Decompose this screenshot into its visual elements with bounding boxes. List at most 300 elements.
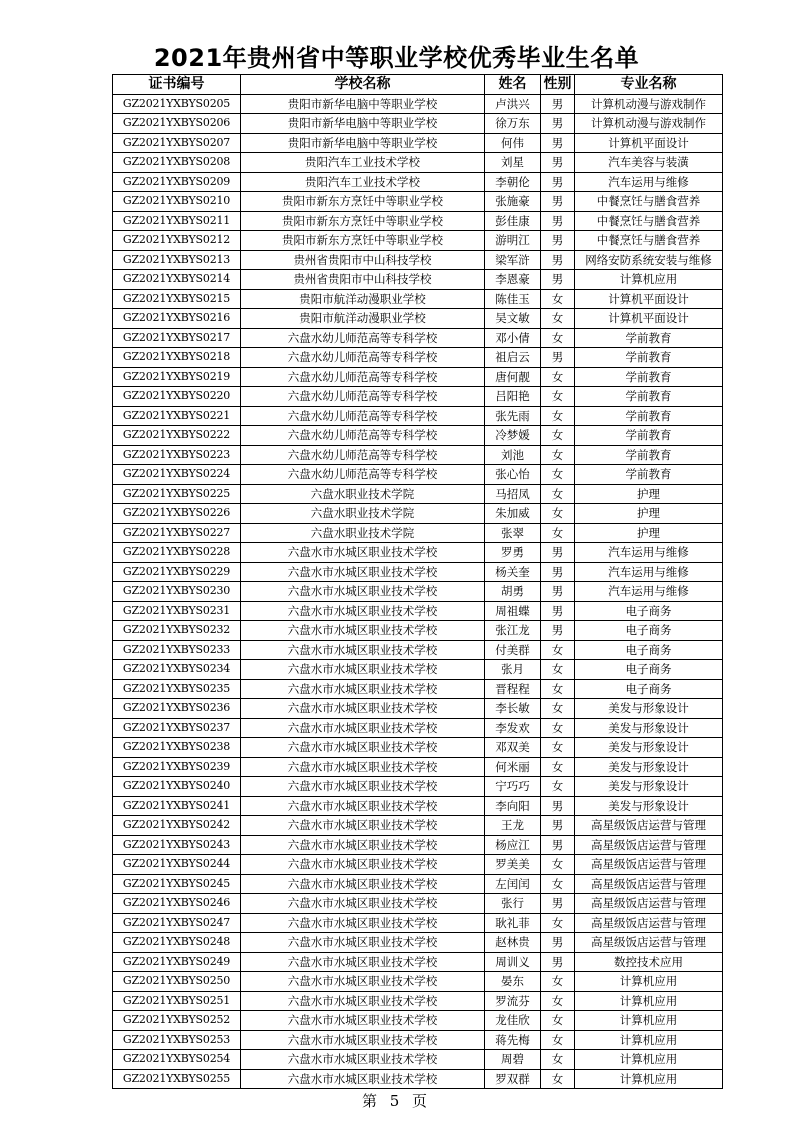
major-cell: 网络安防系统安装与维修 (575, 250, 723, 270)
gender-cell: 女 (541, 913, 575, 933)
cert-number-cell: GZ2021YXBYS0234 (113, 660, 241, 680)
school-name-cell: 六盘水幼儿师范高等专科学校 (241, 367, 485, 387)
major-cell: 汽车美容与装潢 (575, 153, 723, 173)
gender-cell: 女 (541, 504, 575, 524)
gender-cell: 男 (541, 621, 575, 641)
table-row (113, 1069, 723, 1089)
major-cell: 计算机应用 (575, 1050, 723, 1070)
school-name-cell: 六盘水市水城区职业技术学校 (241, 933, 485, 953)
student-name-cell: 张心怡 (485, 465, 541, 485)
school-name-cell: 六盘水市水城区职业技术学校 (241, 816, 485, 836)
school-name-cell: 六盘水幼儿师范高等专科学校 (241, 348, 485, 368)
student-name-cell: 宁巧巧 (485, 777, 541, 797)
table-row (113, 445, 723, 465)
school-name-cell: 贵阳市新东方烹饪中等职业学校 (241, 211, 485, 231)
school-name-cell: 贵州省贵阳市中山科技学校 (241, 270, 485, 290)
student-name-cell: 龙佳欣 (485, 1011, 541, 1031)
cert-number-cell: GZ2021YXBYS0238 (113, 738, 241, 758)
school-name-cell: 六盘水市水城区职业技术学校 (241, 562, 485, 582)
table-row (113, 757, 723, 777)
table-row (113, 796, 723, 816)
gender-cell: 女 (541, 1069, 575, 1089)
school-name-cell: 贵州省贵阳市中山科技学校 (241, 250, 485, 270)
cert-number-cell: GZ2021YXBYS0222 (113, 426, 241, 446)
cert-number-cell: GZ2021YXBYS0221 (113, 406, 241, 426)
table-row (113, 601, 723, 621)
student-name-cell: 朱加威 (485, 504, 541, 524)
student-name-cell: 张行 (485, 894, 541, 914)
page-title: 2021年贵州省中等职业学校优秀毕业生名单 (153, 44, 640, 72)
gender-cell: 女 (541, 523, 575, 543)
cert-number-cell: GZ2021YXBYS0211 (113, 211, 241, 231)
cert-number-cell: GZ2021YXBYS0226 (113, 504, 241, 524)
gender-cell: 男 (541, 562, 575, 582)
table-body (113, 94, 723, 1089)
major-cell: 学前教育 (575, 348, 723, 368)
gender-cell: 女 (541, 445, 575, 465)
major-cell: 美发与形象设计 (575, 718, 723, 738)
cert-number-cell: GZ2021YXBYS0216 (113, 309, 241, 329)
school-name-cell: 六盘水市水城区职业技术学校 (241, 640, 485, 660)
major-cell: 护理 (575, 484, 723, 504)
student-name-cell: 刘星 (485, 153, 541, 173)
major-cell: 汽车运用与维修 (575, 543, 723, 563)
cert-number-cell: GZ2021YXBYS0248 (113, 933, 241, 953)
cert-number-cell: GZ2021YXBYS0218 (113, 348, 241, 368)
school-name-cell: 六盘水市水城区职业技术学校 (241, 718, 485, 738)
cert-number-cell: GZ2021YXBYS0213 (113, 250, 241, 270)
school-name-cell: 六盘水市水城区职业技术学校 (241, 601, 485, 621)
student-name-cell: 唐何靓 (485, 367, 541, 387)
table-row (113, 621, 723, 641)
school-name-cell: 六盘水市水城区职业技术学校 (241, 777, 485, 797)
gender-cell: 女 (541, 679, 575, 699)
cert-number-cell: GZ2021YXBYS0235 (113, 679, 241, 699)
gender-cell: 女 (541, 757, 575, 777)
student-name-cell: 刘池 (485, 445, 541, 465)
major-cell: 美发与形象设计 (575, 699, 723, 719)
table-row (113, 192, 723, 212)
cert-number-cell: GZ2021YXBYS0214 (113, 270, 241, 290)
student-name-cell: 罗勇 (485, 543, 541, 563)
major-cell: 汽车运用与维修 (575, 172, 723, 192)
school-name-cell: 六盘水市水城区职业技术学校 (241, 738, 485, 758)
table-row (113, 211, 723, 231)
gender-cell: 男 (541, 133, 575, 153)
student-name-cell: 陈佳玉 (485, 289, 541, 309)
cert-number-cell: GZ2021YXBYS0242 (113, 816, 241, 836)
student-name-cell: 徐万东 (485, 114, 541, 134)
major-cell: 学前教育 (575, 406, 723, 426)
table-row (113, 289, 723, 309)
gender-cell: 女 (541, 640, 575, 660)
gender-cell: 男 (541, 231, 575, 251)
table-row (113, 894, 723, 914)
cert-number-cell: GZ2021YXBYS0237 (113, 718, 241, 738)
major-cell: 护理 (575, 523, 723, 543)
cert-number-cell: GZ2021YXBYS0206 (113, 114, 241, 134)
table-row (113, 874, 723, 894)
page-number: 第 5 页 (361, 1092, 432, 1110)
gender-cell: 男 (541, 835, 575, 855)
table-row (113, 426, 723, 446)
table-row (113, 153, 723, 173)
major-cell: 学前教育 (575, 328, 723, 348)
school-name-cell: 贵阳市新华电脑中等职业学校 (241, 94, 485, 114)
major-cell: 计算机应用 (575, 972, 723, 992)
school-name-cell: 贵阳汽车工业技术学校 (241, 172, 485, 192)
student-name-cell: 李恩豪 (485, 270, 541, 290)
cert-number-cell: GZ2021YXBYS0239 (113, 757, 241, 777)
major-cell: 高星级饭店运营与管理 (575, 913, 723, 933)
major-cell: 学前教育 (575, 445, 723, 465)
table-row (113, 406, 723, 426)
school-name-cell: 六盘水市水城区职业技术学校 (241, 1030, 485, 1050)
student-name-cell: 冷梦媛 (485, 426, 541, 446)
cert-number-cell: GZ2021YXBYS0219 (113, 367, 241, 387)
student-name-cell: 罗美美 (485, 855, 541, 875)
cert-number-cell: GZ2021YXBYS0209 (113, 172, 241, 192)
student-name-cell: 祖启云 (485, 348, 541, 368)
major-cell: 美发与形象设计 (575, 796, 723, 816)
school-name-cell: 贵阳市新东方烹饪中等职业学校 (241, 231, 485, 251)
table-row (113, 1011, 723, 1031)
school-name-cell: 六盘水幼儿师范高等专科学校 (241, 445, 485, 465)
school-name-cell: 六盘水市水城区职业技术学校 (241, 1069, 485, 1089)
major-cell: 计算机平面设计 (575, 289, 723, 309)
school-name-cell: 六盘水市水城区职业技术学校 (241, 1050, 485, 1070)
student-name-cell: 吕阳艳 (485, 387, 541, 407)
major-cell: 计算机平面设计 (575, 309, 723, 329)
major-cell: 电子商务 (575, 621, 723, 641)
cert-number-cell: GZ2021YXBYS0255 (113, 1069, 241, 1089)
school-name-cell: 六盘水市水城区职业技术学校 (241, 582, 485, 602)
major-cell: 电子商务 (575, 679, 723, 699)
student-name-cell: 游明江 (485, 231, 541, 251)
cert-number-cell: GZ2021YXBYS0224 (113, 465, 241, 485)
table-row (113, 972, 723, 992)
gender-cell: 女 (541, 465, 575, 485)
gender-cell: 女 (541, 289, 575, 309)
major-cell: 计算机平面设计 (575, 133, 723, 153)
major-cell: 数控技术应用 (575, 952, 723, 972)
major-cell: 电子商务 (575, 601, 723, 621)
table-row (113, 913, 723, 933)
table-header-row (113, 75, 723, 95)
school-name-cell: 六盘水市水城区职业技术学校 (241, 894, 485, 914)
student-name-cell: 卢洪兴 (485, 94, 541, 114)
gender-cell: 男 (541, 94, 575, 114)
table-row (113, 679, 723, 699)
gender-cell: 女 (541, 1011, 575, 1031)
school-name-cell: 六盘水市水城区职业技术学校 (241, 796, 485, 816)
school-name-cell: 贵阳市新华电脑中等职业学校 (241, 114, 485, 134)
gender-cell: 女 (541, 1050, 575, 1070)
school-name-cell: 贵阳市新东方烹饪中等职业学校 (241, 192, 485, 212)
table-row (113, 660, 723, 680)
gender-cell: 男 (541, 153, 575, 173)
gender-cell: 男 (541, 172, 575, 192)
major-cell: 计算机应用 (575, 1030, 723, 1050)
gender-cell: 男 (541, 250, 575, 270)
table-row (113, 640, 723, 660)
table-row (113, 991, 723, 1011)
graduates-table (112, 74, 723, 1089)
gender-cell: 女 (541, 1030, 575, 1050)
major-cell: 高星级饭店运营与管理 (575, 933, 723, 953)
gender-cell: 男 (541, 894, 575, 914)
student-name-cell: 张江龙 (485, 621, 541, 641)
school-name-cell: 六盘水市水城区职业技术学校 (241, 972, 485, 992)
table-row (113, 348, 723, 368)
major-cell: 护理 (575, 504, 723, 524)
school-name-cell: 六盘水市水城区职业技术学校 (241, 952, 485, 972)
gender-cell: 男 (541, 211, 575, 231)
major-cell: 计算机应用 (575, 991, 723, 1011)
major-cell: 高星级饭店运营与管理 (575, 816, 723, 836)
table-row (113, 328, 723, 348)
student-name-cell: 张翠 (485, 523, 541, 543)
table-row (113, 816, 723, 836)
major-cell: 计算机动漫与游戏制作 (575, 114, 723, 134)
school-name-cell: 六盘水市水城区职业技术学校 (241, 679, 485, 699)
school-name-cell: 六盘水幼儿师范高等专科学校 (241, 406, 485, 426)
student-name-cell: 耿礼菲 (485, 913, 541, 933)
school-name-cell: 六盘水市水城区职业技术学校 (241, 621, 485, 641)
school-name-cell: 贵阳汽车工业技术学校 (241, 153, 485, 173)
gender-cell: 男 (541, 796, 575, 816)
table-row (113, 114, 723, 134)
school-name-cell: 六盘水市水城区职业技术学校 (241, 543, 485, 563)
school-name-cell: 六盘水市水城区职业技术学校 (241, 660, 485, 680)
major-cell: 汽车运用与维修 (575, 562, 723, 582)
table-row (113, 582, 723, 602)
school-name-cell: 六盘水市水城区职业技术学校 (241, 835, 485, 855)
major-cell: 美发与形象设计 (575, 757, 723, 777)
student-name-cell: 李向阳 (485, 796, 541, 816)
major-cell: 计算机动漫与游戏制作 (575, 94, 723, 114)
cert-number-cell: GZ2021YXBYS0245 (113, 874, 241, 894)
cert-number-cell: GZ2021YXBYS0215 (113, 289, 241, 309)
cert-number-cell: GZ2021YXBYS0227 (113, 523, 241, 543)
major-cell: 中餐烹饪与膳食营养 (575, 211, 723, 231)
cert-number-cell: GZ2021YXBYS0254 (113, 1050, 241, 1070)
table-row (113, 309, 723, 329)
student-name-cell: 杨应江 (485, 835, 541, 855)
cert-number-cell: GZ2021YXBYS0252 (113, 1011, 241, 1031)
student-name-cell: 周祖蝶 (485, 601, 541, 621)
table-row (113, 133, 723, 153)
table-row (113, 172, 723, 192)
gender-cell: 男 (541, 933, 575, 953)
gender-cell: 女 (541, 738, 575, 758)
student-name-cell: 张月 (485, 660, 541, 680)
school-name-cell: 六盘水职业技术学院 (241, 504, 485, 524)
student-name-cell: 晏东 (485, 972, 541, 992)
school-name-cell: 六盘水幼儿师范高等专科学校 (241, 328, 485, 348)
cert-number-cell: GZ2021YXBYS0212 (113, 231, 241, 251)
table-row (113, 855, 723, 875)
table-row (113, 94, 723, 114)
cert-number-cell: GZ2021YXBYS0253 (113, 1030, 241, 1050)
cert-number-cell: GZ2021YXBYS0217 (113, 328, 241, 348)
table-row (113, 718, 723, 738)
school-name-cell: 六盘水市水城区职业技术学校 (241, 991, 485, 1011)
gender-cell: 女 (541, 484, 575, 504)
table-row (113, 738, 723, 758)
student-name-cell: 吴文敏 (485, 309, 541, 329)
school-name-cell: 六盘水幼儿师范高等专科学校 (241, 465, 485, 485)
table-row (113, 562, 723, 582)
gender-cell: 女 (541, 874, 575, 894)
student-name-cell: 马招凤 (485, 484, 541, 504)
table-row (113, 777, 723, 797)
cert-number-cell: GZ2021YXBYS0236 (113, 699, 241, 719)
cert-number-cell: GZ2021YXBYS0223 (113, 445, 241, 465)
gender-cell: 女 (541, 309, 575, 329)
student-name-cell: 胡勇 (485, 582, 541, 602)
student-name-cell: 张施豪 (485, 192, 541, 212)
table-row (113, 543, 723, 563)
major-cell: 电子商务 (575, 660, 723, 680)
student-name-cell: 李发欢 (485, 718, 541, 738)
cert-number-cell: GZ2021YXBYS0229 (113, 562, 241, 582)
table-row (113, 270, 723, 290)
table-row (113, 835, 723, 855)
major-cell: 计算机应用 (575, 1069, 723, 1089)
cert-number-cell: GZ2021YXBYS0225 (113, 484, 241, 504)
school-name-cell: 贵阳市新华电脑中等职业学校 (241, 133, 485, 153)
school-name-cell: 贵阳市航洋动漫职业学校 (241, 309, 485, 329)
school-name-cell: 六盘水市水城区职业技术学校 (241, 757, 485, 777)
table-row (113, 387, 723, 407)
header-student-name: 姓名 (485, 75, 541, 95)
table-row (113, 484, 723, 504)
school-name-cell: 六盘水市水城区职业技术学校 (241, 1011, 485, 1031)
cert-number-cell: GZ2021YXBYS0207 (113, 133, 241, 153)
gender-cell: 女 (541, 426, 575, 446)
table-row (113, 367, 723, 387)
gender-cell: 男 (541, 114, 575, 134)
cert-number-cell: GZ2021YXBYS0244 (113, 855, 241, 875)
table-row (113, 1050, 723, 1070)
gender-cell: 女 (541, 406, 575, 426)
student-name-cell: 李朝伦 (485, 172, 541, 192)
header-cert-number: 证书编号 (113, 75, 241, 95)
major-cell: 高星级饭店运营与管理 (575, 855, 723, 875)
student-name-cell: 张先雨 (485, 406, 541, 426)
header-major: 专业名称 (575, 75, 723, 95)
gender-cell: 男 (541, 952, 575, 972)
table-row (113, 699, 723, 719)
student-name-cell: 杨关奎 (485, 562, 541, 582)
major-cell: 美发与形象设计 (575, 777, 723, 797)
cert-number-cell: GZ2021YXBYS0205 (113, 94, 241, 114)
gender-cell: 男 (541, 192, 575, 212)
student-name-cell: 左闰闰 (485, 874, 541, 894)
major-cell: 计算机应用 (575, 270, 723, 290)
cert-number-cell: GZ2021YXBYS0240 (113, 777, 241, 797)
student-name-cell: 周碧 (485, 1050, 541, 1070)
student-name-cell: 王龙 (485, 816, 541, 836)
major-cell: 电子商务 (575, 640, 723, 660)
student-name-cell: 晋程程 (485, 679, 541, 699)
student-name-cell: 邓小倩 (485, 328, 541, 348)
cert-number-cell: GZ2021YXBYS0243 (113, 835, 241, 855)
cert-number-cell: GZ2021YXBYS0220 (113, 387, 241, 407)
student-name-cell: 赵林贵 (485, 933, 541, 953)
cert-number-cell: GZ2021YXBYS0228 (113, 543, 241, 563)
gender-cell: 男 (541, 816, 575, 836)
school-name-cell: 六盘水市水城区职业技术学校 (241, 855, 485, 875)
student-name-cell: 彭佳康 (485, 211, 541, 231)
student-name-cell: 罗双群 (485, 1069, 541, 1089)
student-name-cell: 何伟 (485, 133, 541, 153)
major-cell: 高星级饭店运营与管理 (575, 874, 723, 894)
gender-cell: 女 (541, 660, 575, 680)
header-school-name: 学校名称 (241, 75, 485, 95)
school-name-cell: 六盘水幼儿师范高等专科学校 (241, 387, 485, 407)
cert-number-cell: GZ2021YXBYS0246 (113, 894, 241, 914)
school-name-cell: 六盘水职业技术学院 (241, 523, 485, 543)
student-name-cell: 邓双美 (485, 738, 541, 758)
gender-cell: 女 (541, 777, 575, 797)
gender-cell: 男 (541, 582, 575, 602)
cert-number-cell: GZ2021YXBYS0210 (113, 192, 241, 212)
gender-cell: 女 (541, 972, 575, 992)
school-name-cell: 贵阳市航洋动漫职业学校 (241, 289, 485, 309)
gender-cell: 女 (541, 328, 575, 348)
gender-cell: 男 (541, 348, 575, 368)
gender-cell: 女 (541, 387, 575, 407)
major-cell: 美发与形象设计 (575, 738, 723, 758)
major-cell: 高星级饭店运营与管理 (575, 894, 723, 914)
table-row (113, 952, 723, 972)
cert-number-cell: GZ2021YXBYS0247 (113, 913, 241, 933)
gender-cell: 男 (541, 543, 575, 563)
gender-cell: 女 (541, 991, 575, 1011)
cert-number-cell: GZ2021YXBYS0249 (113, 952, 241, 972)
major-cell: 中餐烹饪与膳食营养 (575, 231, 723, 251)
cert-number-cell: GZ2021YXBYS0231 (113, 601, 241, 621)
table-row (113, 504, 723, 524)
school-name-cell: 六盘水幼儿师范高等专科学校 (241, 426, 485, 446)
table-row (113, 523, 723, 543)
major-cell: 计算机应用 (575, 1011, 723, 1031)
table-row (113, 250, 723, 270)
major-cell: 高星级饭店运营与管理 (575, 835, 723, 855)
table-row (113, 465, 723, 485)
cert-number-cell: GZ2021YXBYS0251 (113, 991, 241, 1011)
school-name-cell: 六盘水职业技术学院 (241, 484, 485, 504)
major-cell: 学前教育 (575, 367, 723, 387)
student-name-cell: 梁军浒 (485, 250, 541, 270)
major-cell: 学前教育 (575, 426, 723, 446)
gender-cell: 女 (541, 367, 575, 387)
student-name-cell: 蒋先梅 (485, 1030, 541, 1050)
gender-cell: 女 (541, 718, 575, 738)
student-name-cell: 周训义 (485, 952, 541, 972)
table-row (113, 231, 723, 251)
major-cell: 中餐烹饪与膳食营养 (575, 192, 723, 212)
student-name-cell: 付美群 (485, 640, 541, 660)
cert-number-cell: GZ2021YXBYS0230 (113, 582, 241, 602)
major-cell: 学前教育 (575, 465, 723, 485)
gender-cell: 男 (541, 270, 575, 290)
cert-number-cell: GZ2021YXBYS0250 (113, 972, 241, 992)
header-gender: 性别 (541, 75, 575, 95)
cert-number-cell: GZ2021YXBYS0208 (113, 153, 241, 173)
